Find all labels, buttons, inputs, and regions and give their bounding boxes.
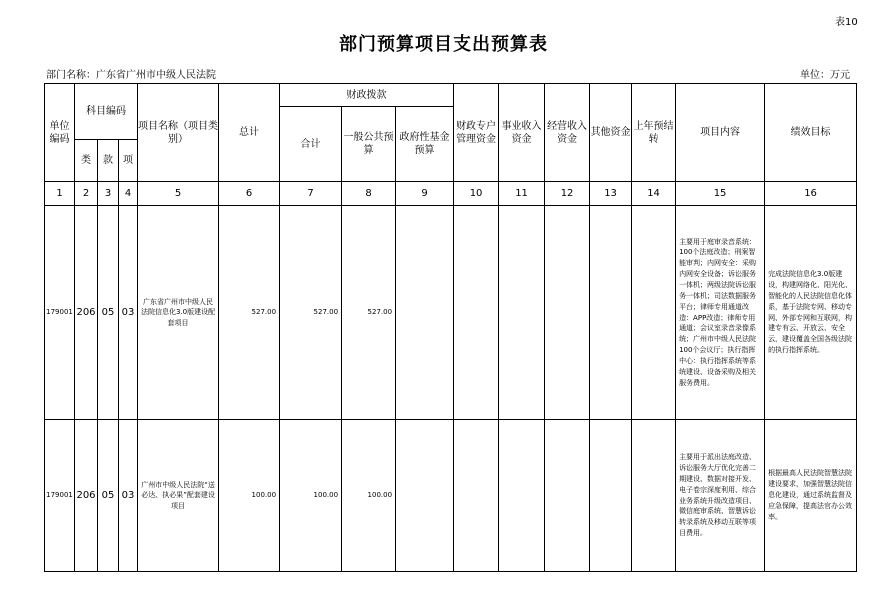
header-goal: 绩效目标 bbox=[765, 84, 857, 182]
carryover-cell bbox=[632, 420, 676, 572]
col-number: 15 bbox=[676, 182, 765, 206]
col-number: 5 bbox=[138, 182, 219, 206]
table-row bbox=[45, 420, 857, 572]
col-number: 6 bbox=[219, 182, 280, 206]
page-title: 部门预算项目支出预算表 bbox=[339, 34, 548, 55]
header-subject-code: 科目编码 bbox=[75, 84, 138, 140]
header-special-mgmt: 财政专户管理资金 bbox=[454, 84, 499, 182]
goal-cell: 完成法院信息化3.0版建设，构建网络化、阳光化、智能化的人民法院信息化体系，基于法院专网、移动专网、外部专网和互联网，构建专有云、开放云、安全云，建设覆盖全国各级法院的执行指挥系统。 bbox=[765, 206, 857, 420]
section-cell: 05 bbox=[98, 206, 119, 420]
col-number: 8 bbox=[342, 182, 396, 206]
header-unit-code: 单位编码 bbox=[45, 84, 75, 182]
business-income-cell bbox=[499, 206, 545, 420]
other-cell bbox=[590, 420, 632, 572]
col-number: 16 bbox=[765, 182, 857, 206]
col-number: 2 bbox=[75, 182, 98, 206]
header-section: 款 bbox=[98, 140, 119, 182]
subtotal-cell: 527.00 bbox=[280, 206, 342, 420]
header-project-name: 项目名称（项目类别） bbox=[138, 84, 219, 182]
col-number: 4 bbox=[119, 182, 138, 206]
other-cell bbox=[590, 206, 632, 420]
header-business-income: 事业收入资金 bbox=[499, 84, 545, 182]
header-total: 总计 bbox=[219, 84, 280, 182]
col-number: 14 bbox=[632, 182, 676, 206]
header-item: 项 bbox=[119, 140, 138, 182]
project-name-cell: 广东省广州市中级人民法院信息化3.0版建设配套项目 bbox=[138, 206, 219, 420]
header-general-budget: 一般公共预算 bbox=[342, 107, 396, 182]
header-class: 类 bbox=[75, 140, 98, 182]
department-label: 部门名称：广东省广州市中级人民法院 bbox=[46, 70, 216, 81]
col-number: 3 bbox=[98, 182, 119, 206]
unit-code-cell: 179001 bbox=[45, 206, 75, 420]
general-budget-cell: 100.00 bbox=[342, 420, 396, 572]
col-number: 12 bbox=[545, 182, 590, 206]
goal-cell: 根据最高人民法院智慧法院建设要求，加强智慧法院信息化建设，通过系统监督及应急保障，提高法官办公效率。 bbox=[765, 420, 857, 572]
class-cell: 206 bbox=[75, 206, 98, 420]
col-number: 10 bbox=[454, 182, 499, 206]
operating-income-cell bbox=[545, 420, 590, 572]
class-cell: 206 bbox=[75, 420, 98, 572]
business-income-cell bbox=[499, 420, 545, 572]
header-operating-income: 经营收入资金 bbox=[545, 84, 590, 182]
general-budget-cell: 527.00 bbox=[342, 206, 396, 420]
table-number: 表10 bbox=[835, 17, 858, 28]
item-cell: 03 bbox=[119, 206, 138, 420]
operating-income-cell bbox=[545, 206, 590, 420]
total-cell: 527.00 bbox=[219, 206, 280, 420]
column-number-row bbox=[45, 182, 857, 206]
carryover-cell bbox=[632, 206, 676, 420]
gov-fund-cell bbox=[396, 420, 454, 572]
header-content: 项目内容 bbox=[676, 84, 765, 182]
header-other: 其他资金 bbox=[590, 84, 632, 182]
subtotal-cell: 100.00 bbox=[280, 420, 342, 572]
unit-code-cell: 179001 bbox=[45, 420, 75, 572]
col-number: 13 bbox=[590, 182, 632, 206]
col-number: 9 bbox=[396, 182, 454, 206]
gov-fund-cell bbox=[396, 206, 454, 420]
item-cell: 03 bbox=[119, 420, 138, 572]
content-cell: 主要用于派出法庭改造、诉讼服务大厅优化完善二期建设、数据对接开发、电子卷宗深度利用、综合业务系统升级改造项目、微信庭审系统、智慧诉讼转录系统及移动互联等项目费用。 bbox=[676, 420, 765, 572]
budget-table bbox=[44, 83, 857, 572]
special-mgmt-cell bbox=[454, 206, 499, 420]
total-cell: 100.00 bbox=[219, 420, 280, 572]
col-number: 1 bbox=[45, 182, 75, 206]
header-subtotal: 合计 bbox=[280, 107, 342, 182]
section-cell: 05 bbox=[98, 420, 119, 572]
header-gov-fund: 政府性基金预算 bbox=[396, 107, 454, 182]
content-cell: 主要用于庭审录音系统：100个法庭改造；刑案智能审判；内网安全：采购内网安全设备；诉讼服务一体机；两级法院诉讼服务一体机；司法数据服务平台；律师专用通道改造：APP改造；律师专用通道；会议室录音录像系统；广州市中级人民法院100个会议厅；执行指挥中心：执行指挥系统等系统建设、设备采购及相关服务费用。 bbox=[676, 206, 765, 420]
special-mgmt-cell bbox=[454, 420, 499, 572]
project-name-cell: 广州市中级人民法院“送必达、执必果”配套建设项目 bbox=[138, 420, 219, 572]
header-carryover: 上年预结转 bbox=[632, 84, 676, 182]
col-number: 11 bbox=[499, 182, 545, 206]
table-row bbox=[45, 206, 857, 420]
col-number: 7 bbox=[280, 182, 342, 206]
header-fiscal: 财政拨款 bbox=[280, 84, 454, 107]
unit-label: 单位：万元 bbox=[800, 70, 850, 81]
